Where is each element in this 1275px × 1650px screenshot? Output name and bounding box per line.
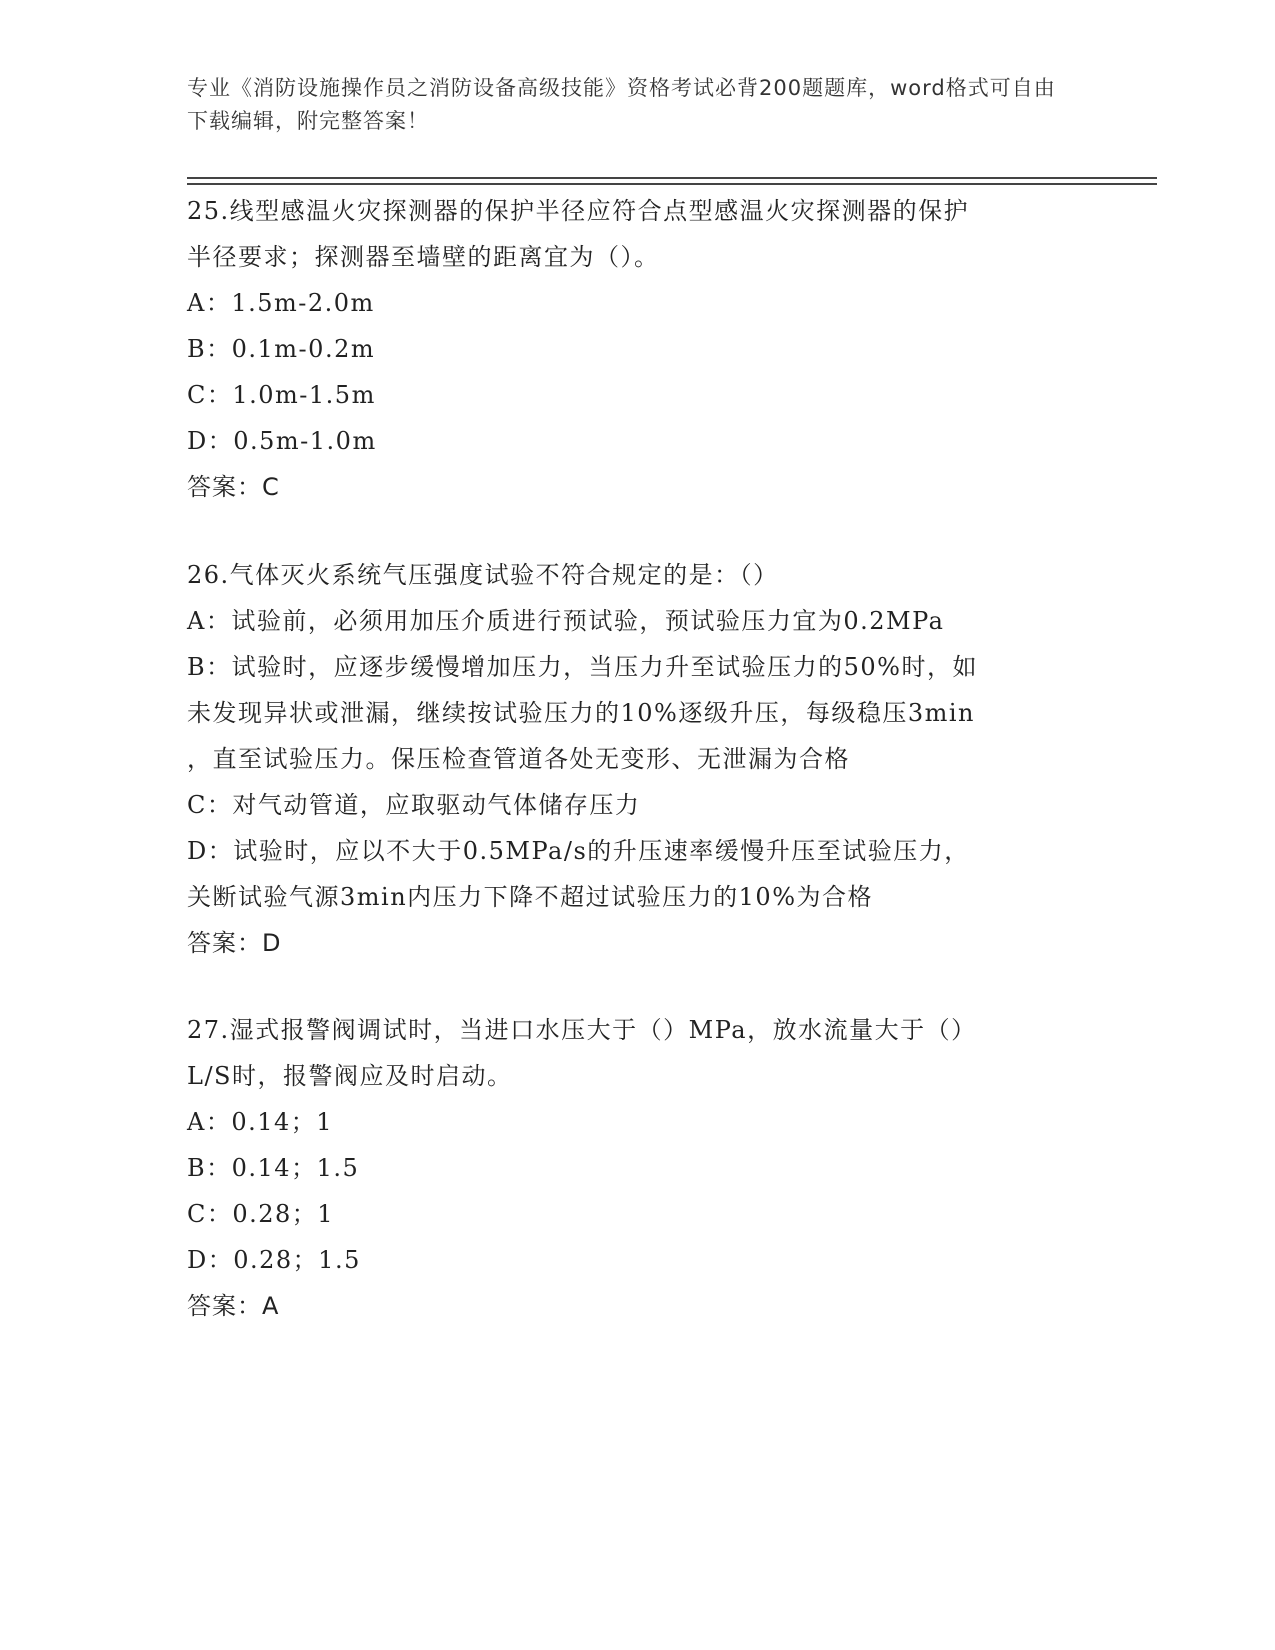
option-d: D：试验时，应以不大于0.5MPa/s的升压速率缓慢升压至试验压力， <box>187 837 970 865</box>
option-b: B：0.14；1.5 <box>187 1154 360 1182</box>
document-header: 专业《消防设施操作员之消防设备高级技能》资格考试必背200题题库，word格式可自由下载编辑，附完整答案！ <box>187 76 1056 133</box>
answer: 答案：D <box>187 929 282 957</box>
option-a: A：试验前，必须用加压介质进行预试验，预试验压力宜为0.2MPa <box>187 607 945 635</box>
header-divider-top <box>187 177 1157 179</box>
option-c: C：0.28；1 <box>187 1200 335 1228</box>
option-d: D：0.28；1.5 <box>187 1246 361 1274</box>
option-b-continued: 未发现异状或泄漏，继续按试验压力的10%逐级升压，每级稳压3min <box>187 699 976 727</box>
option-d: D：0.5m-1.0m <box>187 427 377 455</box>
option-c: C：对气动管道，应取驱动气体储存压力 <box>187 791 641 819</box>
option-d-continued: 关断试验气源3min内压力下降不超过试验压力的10%为合格 <box>187 883 874 911</box>
option-c: C：1.0m-1.5m <box>187 381 376 409</box>
option-b: B：试验时，应逐步缓慢增加压力，当压力升至试验压力的50%时，如 <box>187 653 978 681</box>
answer: 答案：A <box>187 1292 280 1320</box>
option-b: B：0.1m-0.2m <box>187 335 376 363</box>
question-27 <box>187 1007 1087 1329</box>
question-26 <box>187 552 1087 966</box>
question-25 <box>187 188 1087 510</box>
question-text: 半径要求；探测器至墙壁的距离宜为（）。 <box>187 243 660 271</box>
option-a: A：0.14；1 <box>187 1108 334 1136</box>
question-text: 25.线型感温火灾探测器的保护半径应符合点型感温火灾探测器的保护 <box>187 197 970 225</box>
answer: 答案：C <box>187 473 280 501</box>
question-text: 26.气体灭火系统气压强度试验不符合规定的是：（） <box>187 561 779 589</box>
question-text: L/S时，报警阀应及时启动。 <box>187 1062 513 1090</box>
question-text: 27.湿式报警阀调试时，当进口水压大于（）MPa，放水流量大于（） <box>187 1016 977 1044</box>
header-divider-bottom <box>187 183 1157 185</box>
option-b-continued: ，直至试验压力。保压检查管道各处无变形、无泄漏为合格 <box>187 745 850 773</box>
option-a: A：1.5m-2.0m <box>187 289 375 317</box>
